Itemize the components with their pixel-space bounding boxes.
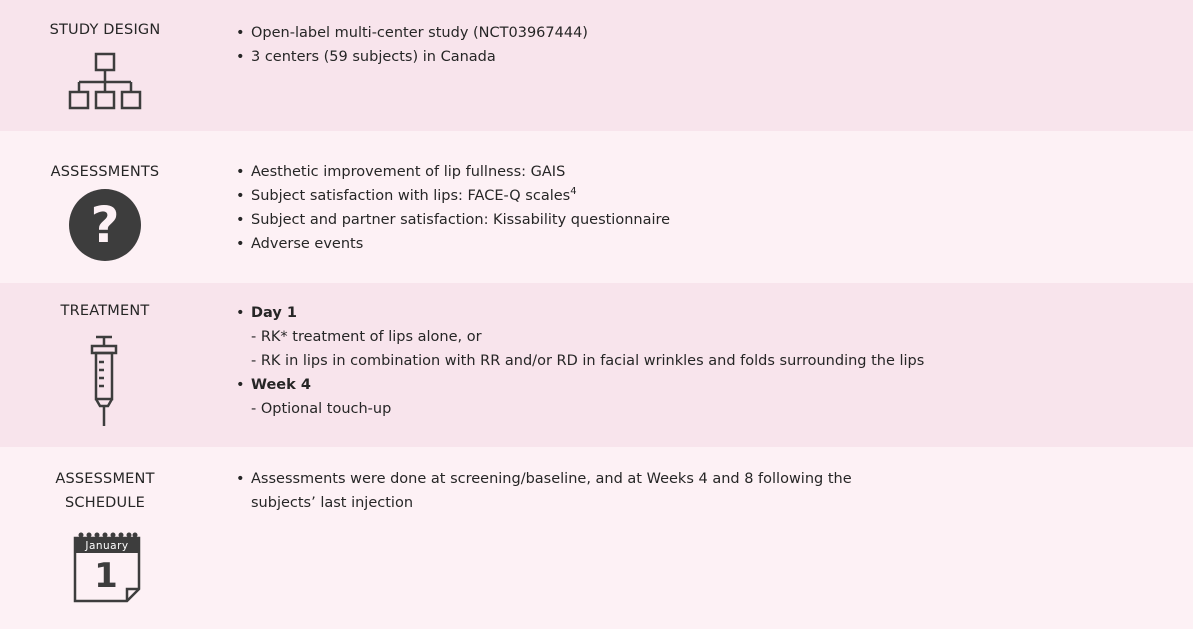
list-item: • 3 centers (59 subjects) in Canada bbox=[236, 45, 588, 69]
study-design-label: STUDY DESIGN bbox=[49, 22, 161, 38]
day1-heading: Day 1 bbox=[251, 305, 297, 321]
assessments-section bbox=[0, 131, 1193, 283]
calendar-icon bbox=[72, 531, 142, 603]
list-item: • Aesthetic improvement of lip fullness: GAIS bbox=[236, 160, 670, 184]
list-item: • Assessments were done at screening/baseline, and at Weeks 4 and 8 following the bbox=[236, 467, 852, 491]
list-item bbox=[236, 184, 670, 208]
calendar-month: January bbox=[85, 540, 129, 552]
list-item: • Open-label multi-center study (NCT03967444) bbox=[236, 21, 588, 45]
study-design-section bbox=[0, 0, 1193, 131]
svg-text:?: ? bbox=[90, 196, 120, 254]
assessments-label: ASSESSMENTS bbox=[50, 164, 160, 180]
assessment-schedule-content bbox=[236, 467, 852, 515]
treatment-content bbox=[236, 301, 924, 421]
list-item bbox=[236, 373, 924, 397]
list-item: • Adverse events bbox=[236, 232, 670, 256]
treatment-label: TREATMENT bbox=[60, 303, 150, 319]
org-chart-icon bbox=[68, 52, 144, 110]
question-circle-icon bbox=[69, 189, 141, 261]
study-design-content bbox=[236, 21, 588, 69]
sub-item: - RK* treatment of lips alone, or bbox=[251, 329, 482, 345]
calendar-day: 1 bbox=[94, 556, 118, 596]
assessment-schedule-section bbox=[0, 447, 1193, 629]
footnote-superscript: 4 bbox=[570, 186, 577, 198]
label-line: SCHEDULE bbox=[64, 495, 145, 511]
list-item: • Subject and partner satisfaction: Kissability questionnaire bbox=[236, 208, 670, 232]
assessment-schedule-label bbox=[0, 467, 210, 515]
syringe-icon bbox=[89, 334, 119, 428]
assessments-content bbox=[236, 160, 670, 256]
sub-item: - RK in lips in combination with RR and/or RD in facial wrinkles and folds surrounding the lips bbox=[251, 353, 925, 369]
treatment-section bbox=[0, 283, 1193, 447]
label-line: ASSESSMENT bbox=[55, 471, 155, 487]
week4-heading: Week 4 bbox=[251, 377, 311, 393]
list-item bbox=[236, 301, 924, 325]
list-item-text: Subject satisfaction with lips: FACE-Q scales bbox=[251, 188, 571, 204]
sub-item: - Optional touch-up bbox=[251, 401, 392, 417]
list-item-continuation: subjects’ last injection bbox=[251, 495, 414, 511]
